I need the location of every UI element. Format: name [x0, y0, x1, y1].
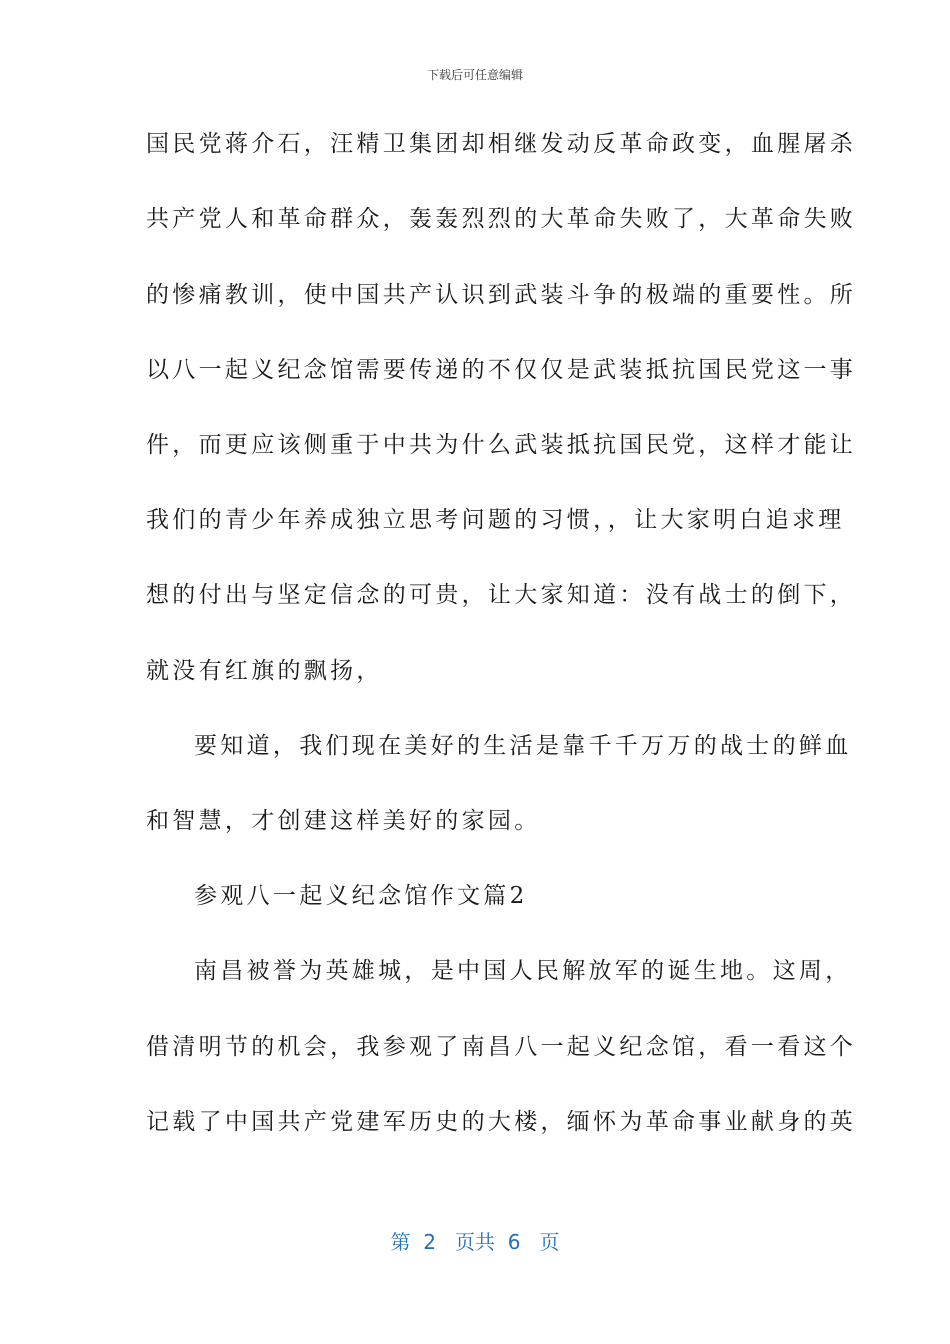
body-line: 以八一起义纪念馆需要传递的不仅仅是武装抵抗国民党这一事 [146, 357, 857, 383]
body-line: 和智慧，才创建这样美好的家园。 [146, 808, 541, 834]
paragraph-start: 要知道，我们现在美好的生活是靠千千万万的战士的鲜血 [194, 733, 852, 759]
body-line: 就没有红旗的飘扬， [146, 658, 383, 684]
body-line: 共产党人和革命群众，轰轰烈烈的大革命失败了，大革命失败 [146, 206, 857, 232]
body-line: 国民党蒋介石，汪精卫集团却相继发动反革命政变，血腥屠杀 [146, 131, 857, 157]
page-header: 下载后可任意编辑 [426, 68, 523, 82]
body-line: 记载了中国共产党建军历史的大楼，缅怀为革命事业献身的英 [146, 1109, 857, 1135]
section-heading: 参观八一起义纪念馆作文篇2 [194, 883, 528, 909]
body-line: 的惨痛教训，使中国共产认识到武装斗争的极端的重要性。所 [146, 282, 857, 308]
body-line: 件，而更应该侧重于中共为什么武装抵抗国民党，这样才能让 [146, 432, 857, 458]
body-line: 想的付出与坚定信念的可贵，让大家知道：没有战士的倒下， [146, 582, 857, 608]
body-line: 借清明节的机会，我参观了南昌八一起义纪念馆，看一看这个 [146, 1034, 857, 1060]
body-line: 我们的青少年养成独立思考问题的习惯，，让大家明白追求理 [146, 507, 845, 533]
paragraph-start: 南昌被誉为英雄城，是中国人民解放军的诞生地。这周， [194, 958, 852, 984]
page-number-footer: 第 2 页共 6 页 [390, 1230, 560, 1254]
